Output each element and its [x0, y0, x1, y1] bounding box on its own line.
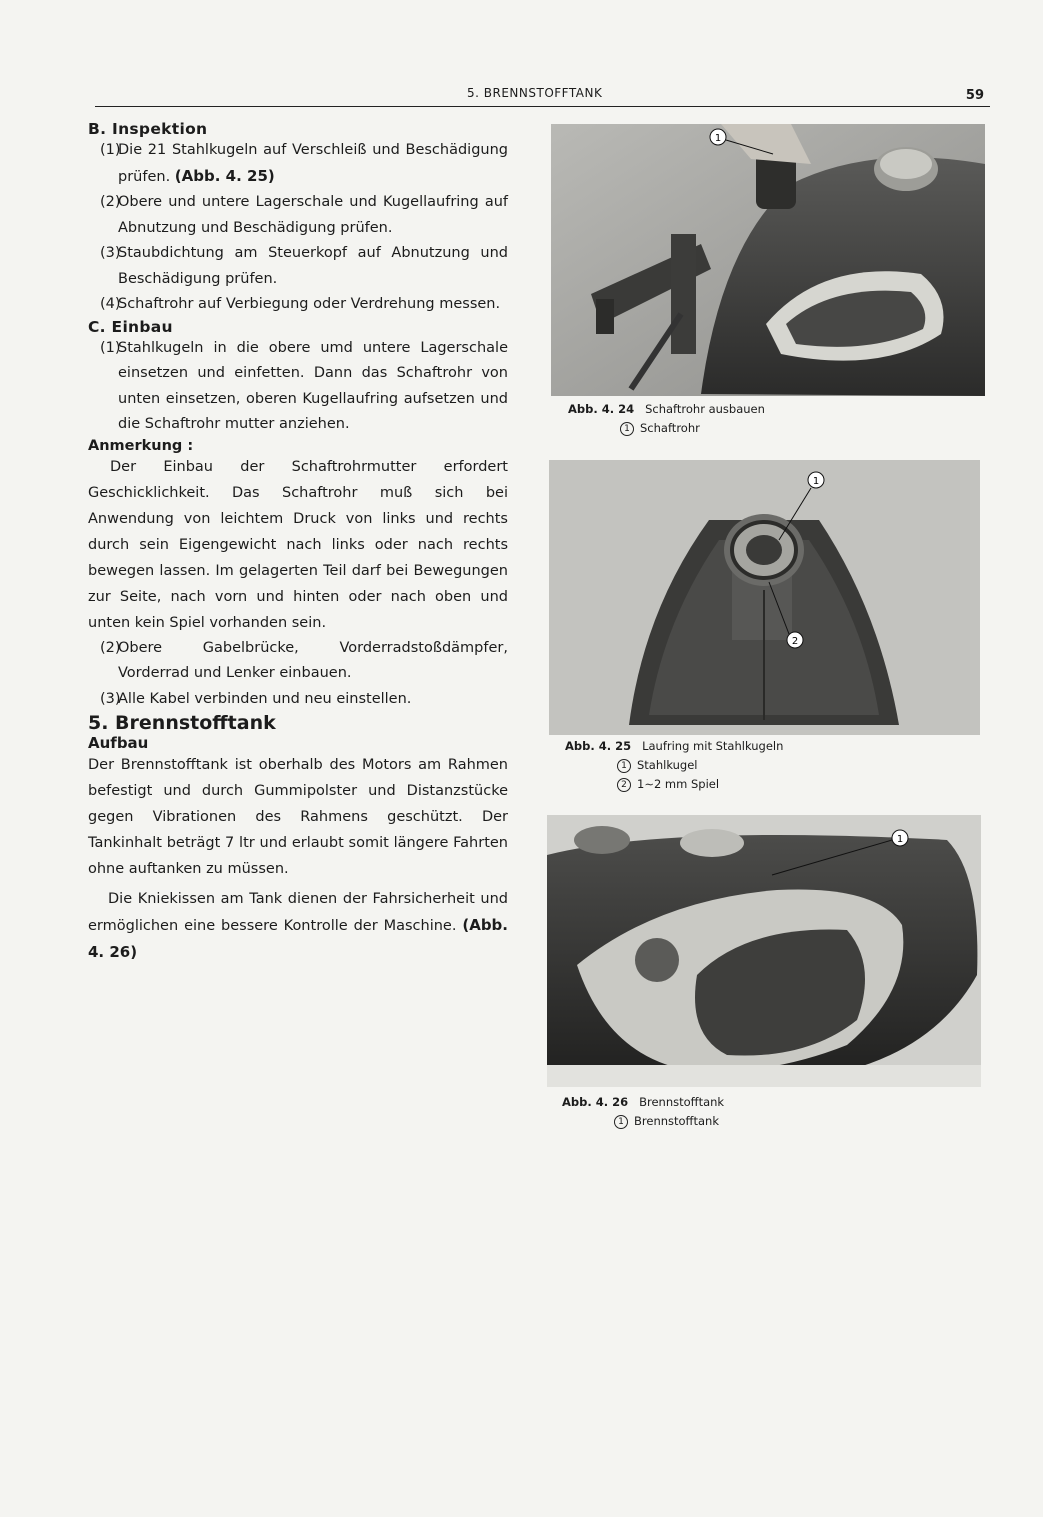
svg-text:1: 1 [714, 133, 722, 144]
section-heading-einbau: C. Einbau [88, 317, 173, 336]
list-item: (3) Staubdichtung am Steuerkopf auf Abnutzung und Beschädigung prüfen. [100, 245, 508, 287]
caption-item: 1 Schaftrohr [568, 419, 765, 438]
section-heading-inspektion: B. Inspektion [88, 120, 208, 138]
figure-photo-laufring [549, 460, 980, 735]
figure-caption: Abb. 4. 25 Laufring mit Stahlkugeln 1 Stahlkugel 2 1∼2 mm Spiel [565, 737, 783, 794]
running-title: 5. BRENNSTOFFTANK [467, 86, 603, 100]
svg-text:2: 2 [791, 636, 799, 647]
subsection-heading: Aufbau [88, 734, 149, 752]
page-number: 59 [965, 88, 984, 103]
page-header [95, 84, 990, 107]
list-item: (2) Obere Gabelbrücke, Vorderradstoßdämpfer, Vorderrad und Lenker einbauen. [100, 639, 508, 681]
caption-item: 1 Stahlkugel [565, 756, 783, 775]
list-item: (4) Schaftrohr auf Verbiegung oder Verdrehung messen. [100, 296, 501, 312]
list-item: (3) Alle Kabel verbinden und neu einstellen. [100, 690, 412, 707]
figure-caption: Abb. 4. 24 Schaftrohr ausbauen 1 Schaftrohr [568, 400, 765, 438]
figure-photo-brennstofftank [547, 815, 981, 1087]
figure-photo-schaftrohr [551, 124, 985, 396]
list-item: (1) Stahlkugeln in die obere umd untere Lagerschale einsetzen und einfetten. Dann das Schaftrohr von unten einsetzen, oberen Kugellaufring aufsetzen und die Schaftrohr mutter anziehen. [100, 339, 508, 432]
chapter-heading: 5. Brennstofftank [88, 712, 276, 734]
svg-text:1: 1 [812, 476, 820, 487]
figure-reference: (Abb. 4. 26) [88, 916, 508, 961]
caption-item: 2 1∼2 mm Spiel [565, 775, 783, 794]
paragraph: Die Kniekissen am Tank dienen der Fahrsicherheit und ermöglichen eine bessere Kontrolle der Maschine. (Abb. 4. 26) [88, 891, 508, 961]
caption-item: 1 Brennstofftank [562, 1112, 724, 1131]
list-item: (1) Die 21 Stahlkugeln auf Verschleiß und Beschädigung prüfen. (Abb. 4. 25) [100, 142, 508, 185]
figure-reference: (Abb. 4. 25) [174, 166, 275, 185]
note-text: Der Einbau der Schaftrohrmutter erfordert Geschicklichkeit. Das Schaftrohr muß sich bei Anwendung von leichtem Druck von links und rechts durch sein Eigengewicht nach links oder nach rechts bewegen lassen. Im gelagerten Teil darf bei Bewegungen zur Seite, nach vorn und hinten oder nach oben und unten kein Spiel vorhanden sein. [88, 458, 508, 631]
text-column [88, 120, 508, 966]
list-item: (2) Obere und untere Lagerschale und Kugellaufring auf Abnutzung und Beschädigung prüfen. [100, 194, 508, 236]
svg-text:1: 1 [896, 834, 904, 845]
paragraph: Der Brennstofftank ist oberhalb des Motors am Rahmen befestigt und durch Gummipolster und Distanzstücke gegen Vibrationen des Rahmens geschützt. Der Tankinhalt beträgt 7 ltr und erlaubt somit längere Fahrten ohne auftanken zu müssen. [88, 757, 508, 877]
note-heading: Anmerkung : [88, 437, 194, 454]
figure-caption: Abb. 4. 26 Brennstofftank 1 Brennstofftank [562, 1093, 724, 1131]
